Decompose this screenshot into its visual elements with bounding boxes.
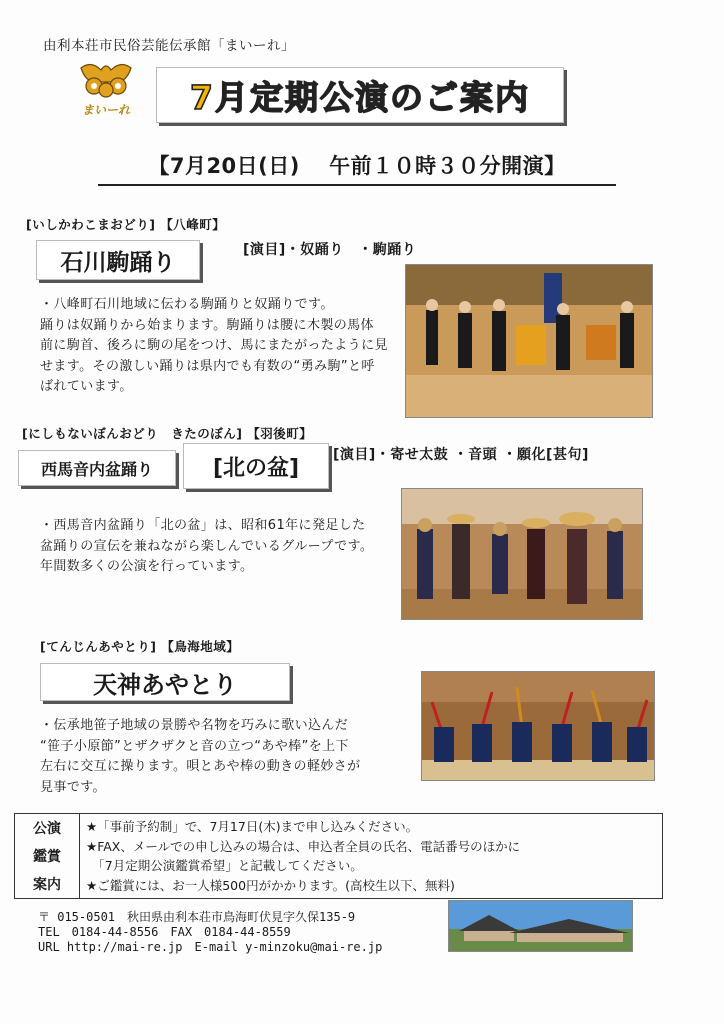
- section1-name: 石川駒踊り: [60, 249, 176, 276]
- section3-reading: [てんじんあやとり] 【鳥海地域】: [40, 639, 240, 654]
- section1-program: [演目]・奴踊り ・駒踊り: [243, 242, 417, 258]
- info-line: 「7月定期公演鑑賞希望」と記載してください。: [86, 858, 363, 874]
- page-title: 7月定期公演のご案内: [190, 77, 530, 117]
- tel-fax: TEL 0184-44-8556 FAX 0184-44-8559: [38, 925, 291, 939]
- info-table: [14, 813, 663, 899]
- desc-line: 踊りは奴踊りから始まります。駒踊りは腰に木製の馬体: [40, 317, 374, 333]
- desc-line: “笹子小原節”とザクザクと音の立つ“あや棒”を上下: [40, 738, 349, 754]
- logo-text: まいーれ: [81, 103, 130, 117]
- building-photo: [448, 900, 633, 952]
- contact-info: [38, 910, 382, 955]
- desc-line: ・八峰町石川地域に伝わる駒踊りと奴踊りです。: [40, 297, 334, 312]
- section3-name: 天神あやとり: [93, 670, 237, 699]
- desc-line: ・伝承地笹子地域の景勝や名物を巧みに歌い込んだ: [40, 718, 349, 733]
- info-body: [80, 814, 662, 898]
- desc-line: 年間数多くの公演を行っています。: [40, 559, 254, 574]
- info-heading-text: 案内: [33, 877, 61, 893]
- section2-reading: [にしもないぼんおどり きたのぼん] 【羽後町】: [22, 426, 313, 441]
- desc-line: せます。その激しい踊りは県内でも有数の“勇み駒”と呼: [40, 358, 375, 374]
- desc-line: 見事です。: [40, 779, 106, 795]
- info-heading-text: 公演: [33, 821, 61, 837]
- section1-reading: [いしかわこまおどり] 【八峰町】: [26, 217, 226, 232]
- url-email[interactable]: URL http://mai-re.jp E-mail y-minzoku@mai-re.jp: [38, 940, 383, 954]
- info-line: ★「事前予約制」で、7月17日(木)まで申し込みください。: [86, 819, 419, 834]
- desc-line: 盆踊りの宣伝を兼ねながら楽しんでいるグループです。: [40, 538, 374, 554]
- section2-subname: [北の盆]: [212, 455, 300, 481]
- desc-line: 左右に交互に操ります。唄とあや棒の動きの軽妙さが: [40, 759, 361, 774]
- info-heading: [15, 814, 80, 898]
- title-banner: [156, 67, 564, 123]
- section2-name-box: [18, 450, 176, 486]
- section2-subname-box: [183, 443, 329, 489]
- section2-program: [演目]・寄せ太鼓 ・音頭 ・願化[甚句]: [333, 447, 589, 463]
- organization-name: 由利本荘市民俗芸能伝承館「まいーれ」: [43, 38, 295, 54]
- desc-line: 前に駒首、後ろに駒の尾をつけ、馬にまたがったように見: [40, 338, 388, 353]
- section2-name: 西馬音内盆踊り: [40, 459, 153, 479]
- section1-description: [40, 295, 400, 398]
- section2-description: [40, 516, 400, 578]
- desc-line: ばれています。: [40, 379, 133, 394]
- kitanobon-photo: [401, 488, 643, 620]
- desc-line: ・西馬音内盆踊り「北の盆」は、昭和61年に発足した: [40, 518, 366, 533]
- komaodori-photo: [405, 264, 653, 418]
- address: 〒 015-0501 秋田県由利本荘市鳥海町伏見字久保135-9: [38, 910, 356, 924]
- info-line: ★ご鑑賞には、お一人様500円がかかります。(高校生以下、無料): [86, 877, 455, 893]
- section1-name-box: [36, 240, 200, 280]
- info-heading-text: 鑑賞: [33, 849, 61, 865]
- section3-name-box: [40, 663, 290, 701]
- info-line: ★FAX、メールでの申し込みの場合は、申込者全員の氏名、電話番号のほかに: [86, 838, 521, 854]
- ayatori-photo: [421, 671, 655, 781]
- section3-description: [40, 716, 410, 798]
- performance-date: 【7月20日(日) 午前１０時３０分開演】: [98, 150, 616, 186]
